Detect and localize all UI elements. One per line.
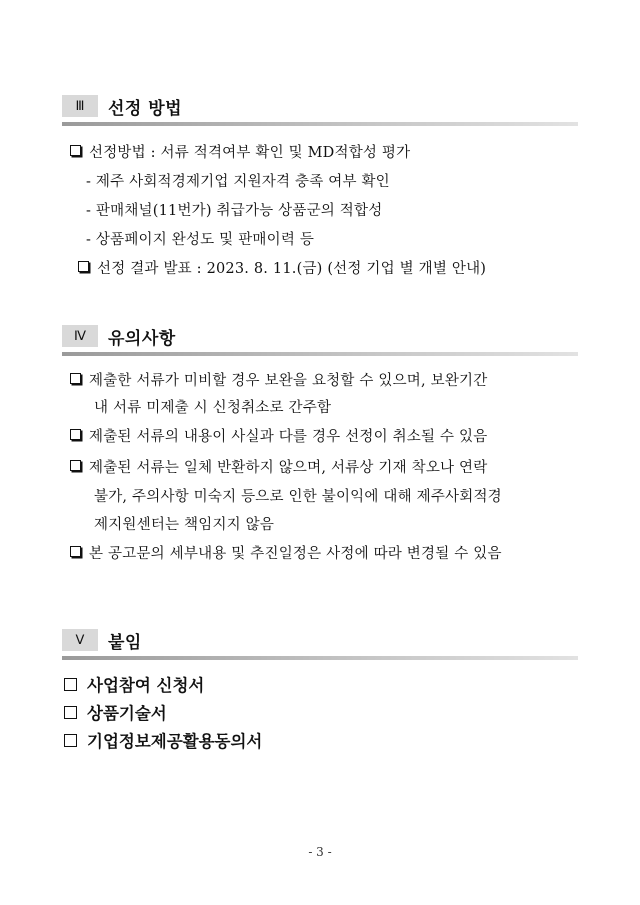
checkbox-bullet-icon: [78, 261, 89, 272]
notice-item-continued: 제지원센터는 책임지지 않음: [94, 517, 275, 533]
attachment-item: 상품기술서: [64, 700, 167, 724]
section-divider: [62, 122, 578, 126]
notice-item: 제출한 서류가 미비할 경우 보완을 요청할 수 있으며, 보완기간: [70, 369, 578, 390]
sub-item: - 제주 사회적경제기업 지원자격 충족 여부 확인: [86, 174, 390, 190]
page-number: - 3 -: [308, 845, 332, 859]
section-divider: [62, 352, 578, 356]
section-number: Ⅳ: [62, 325, 98, 347]
section-selection-method: [62, 93, 578, 126]
notice-item: 제출된 서류는 일체 반환하지 않으며, 서류상 기재 착오나 연락: [70, 456, 487, 477]
sub-item: - 판매채널(11번가) 취급가능 상품군의 적합성: [86, 203, 383, 219]
bullet-item: 선정방법 : 서류 적격여부 확인 및 MD적합성 평가: [70, 141, 410, 162]
notice-item: 본 공고문의 세부내용 및 추진일정은 사정에 따라 변경될 수 있음: [70, 542, 502, 563]
sub-item: - 상품페이지 완성도 및 판매이력 등: [86, 232, 315, 248]
checkbox-icon: [64, 734, 77, 747]
section-title: 붙임: [108, 632, 142, 653]
section-title: 선정 방법: [108, 98, 183, 119]
section-notices: [62, 323, 578, 356]
checkbox-icon: [64, 678, 77, 691]
notice-item-continued: 불가, 주의사항 미숙지 등으로 인한 불이익에 대해 제주사회적경: [94, 489, 502, 505]
checkbox-icon: [64, 706, 77, 719]
checkbox-bullet-icon: [70, 546, 81, 557]
notice-item-continued: 내 서류 미제출 시 신청취소로 간주함: [94, 400, 332, 416]
attachment-item: 사업참여 신청서: [64, 672, 204, 696]
notice-item: 제출된 서류의 내용이 사실과 다를 경우 선정이 취소될 수 있음: [70, 425, 487, 446]
section-divider: [62, 656, 578, 660]
section-number: Ⅴ: [62, 629, 98, 651]
attachment-item: 기업정보제공활용동의서: [64, 728, 262, 752]
section-number: Ⅲ: [62, 95, 98, 117]
checkbox-bullet-icon: [70, 145, 81, 156]
checkbox-bullet-icon: [70, 373, 81, 384]
checkbox-bullet-icon: [70, 460, 81, 471]
bullet-item: 선정 결과 발표 : 2023. 8. 11.(금) (선정 기업 별 개별 안내): [78, 257, 486, 278]
section-attachments: [62, 627, 578, 660]
checkbox-bullet-icon: [70, 429, 81, 440]
section-title: 유의사항: [108, 328, 176, 349]
